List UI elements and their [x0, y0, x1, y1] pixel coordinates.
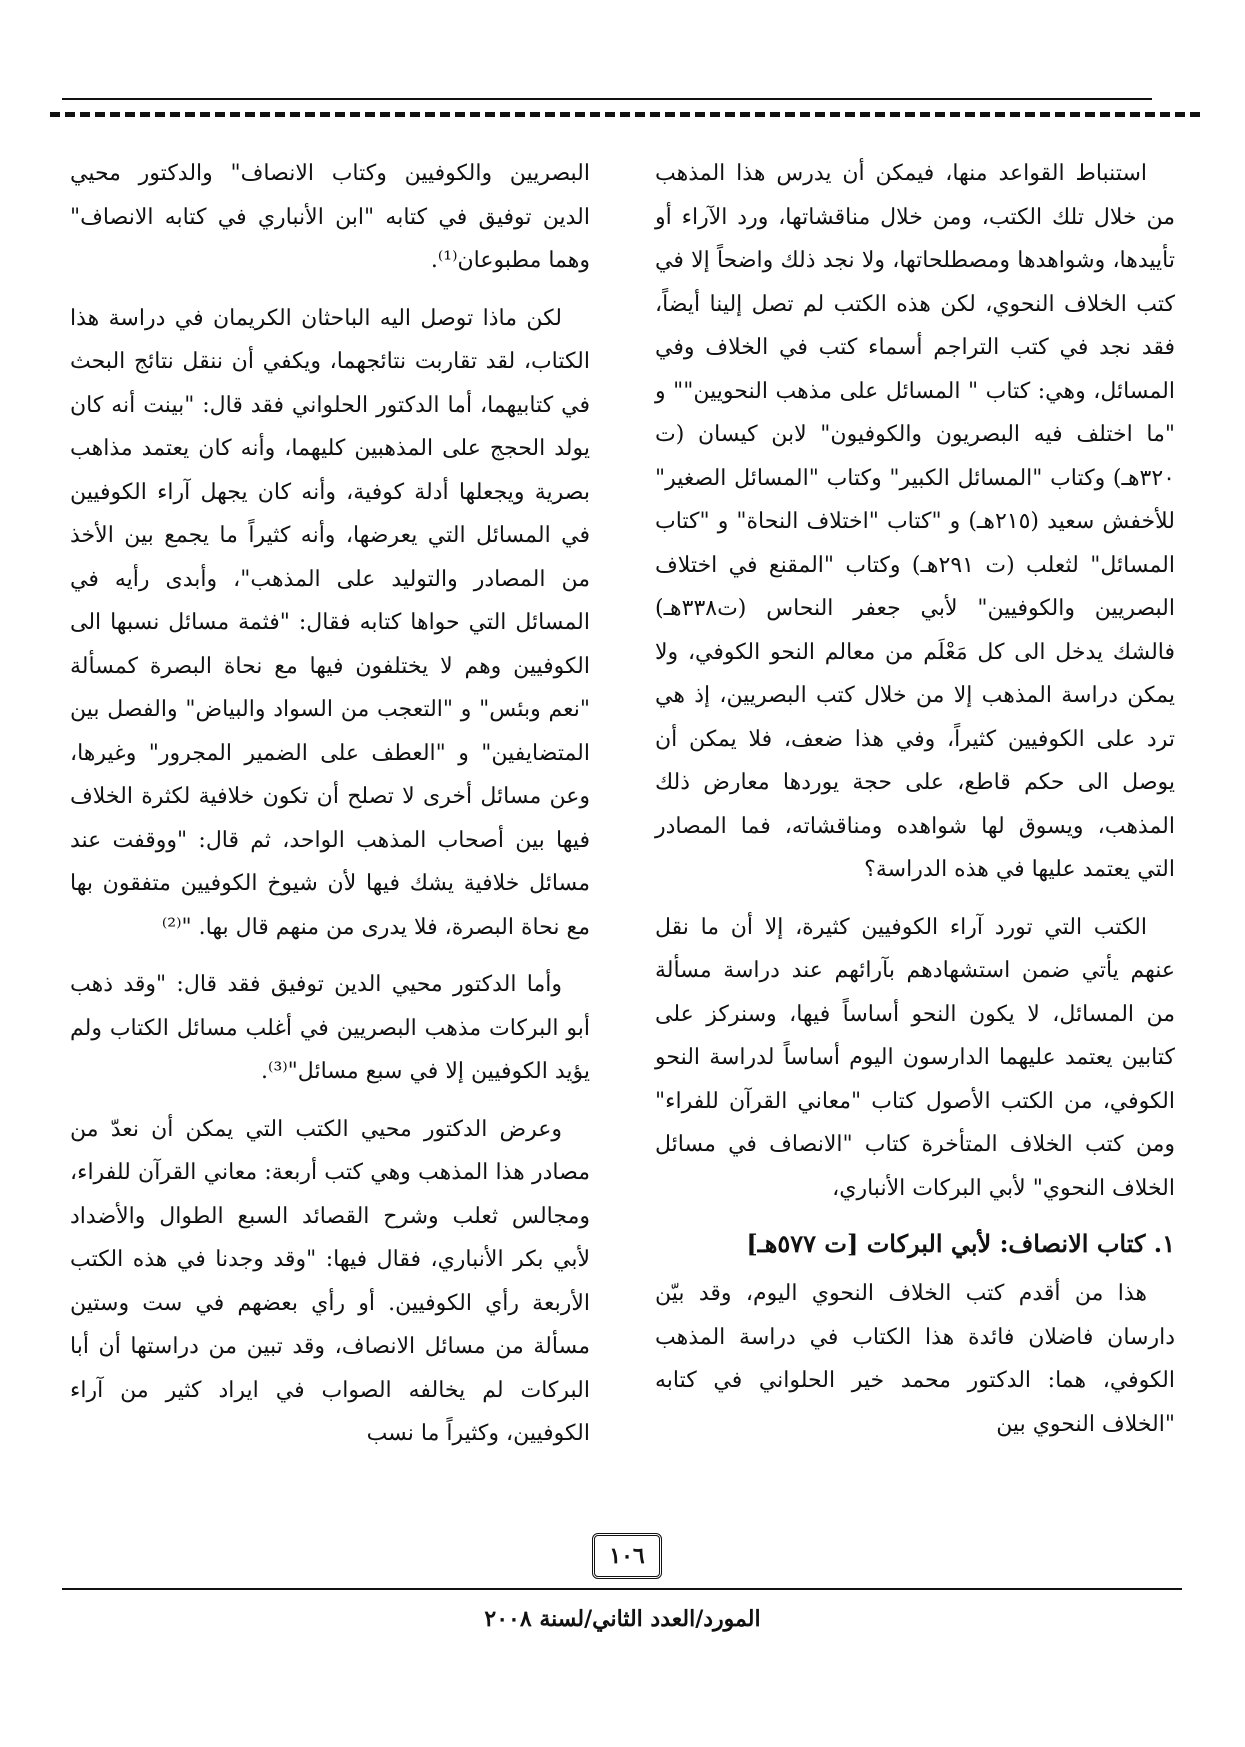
paragraph: لكن ماذا توصل اليه الباحثان الكريمان في دراسة هذا الكتاب، لقد تقاربت نتائجهما، ويكفي أن ننقل نتائج البحث في كتابيهما، أما الدكتور الحلواني فقد قال: "بينت أنه كان يولد الحجج على المذهبين كليهما، وأنه كان يعتمد مذاهب بصرية ويجعلها أدلة كوفية، وأنه كان يجهل آراء الكوفيين في المسائل التي يعرضها، وأنه كثيراً ما يجمع بين الأخذ من المصادر والتوليد على المذهب"، وأبدى رأيه في المسائل التي حواها كتابه فقال: "فثمة مسائل نسبها الى الكوفيين وهم لا يختلفون فيها مع نحاة البصرة كمسألة "نعم وبئس" و "التعجب من السواد والبياض" والفصل بين المتضايفين" و "العطف على الضمير المجرور" وغيرها، وعن مسائل أخرى لا تصلح أن تكون خلافية لكثرة الخلاف فيها بين أصحاب المذهب الواحد، ثم قال: "ووقفت عند مسائل خلافية يشك فيها لأن شيوخ الكوفيين متفقون بها مع نحاة البصرة، فلا يدرى من منهم قال بها. "⁽²⁾: [70, 305, 590, 940]
paragraph: وعرض الدكتور محيي الكتب التي يمكن أن نعدّ من مصادر هذا المذهب وهي كتب أربعة: معاني القرآن للفراء، ومجالس ثعلب وشرح القصائد السبع الطوال والأضداد لأبي بكر الأنباري، فقال فيها: "وقد وجدنا في هذه الكتب الأربعة رأي الكوفيين. أو رأي بعضهم في ست وستين مسألة من مسائل الانصاف، وقد تبين من دراستها أن أبا البركات لم يخالفه الصواب في ايراد كثير من آراء الكوفيين، وكثيراً ما نسب: [70, 1116, 590, 1446]
column-right: [655, 152, 1175, 1460]
page-number: ١٠٦: [592, 1533, 662, 1579]
column-left: [70, 152, 590, 1470]
paragraph: الكتب التي تورد آراء الكوفيين كثيرة، إلا أن ما نقل عنهم يأتي ضمن استشهادهم بآرائهم عند دراسة مسألة من المسائل، لا يكون النحو أساساً فيها، وسنركز على كتابين يعتمد عليهما الدارسون اليوم أساساً لدراسة النحو الكوفي، من الكتب الأصول كتاب "معاني القرآن للفراء" ومن كتب الخلاف المتأخرة كتاب "الانصاف في مسائل الخلاف النحوي" لأبي البركات الأنباري،: [655, 914, 1175, 1201]
journal-footer: المورد/العدد الثاني/لسنة ٢٠٠٨: [484, 1606, 761, 1632]
footer-rule: [62, 1588, 1182, 1590]
paragraph: استنباط القواعد منها، فيمكن أن يدرس هذا المذهب من خلال تلك الكتب، ومن خلال مناقشاتها، ورد الآراء أو تأييدها، وشواهدها ومصطلحاتها، ولا نجد ذلك واضحاً إلا في كتب الخلاف النحوي، لكن هذه الكتب لم تصل إلينا أيضاً، فقد نجد في كتب التراجم أسماء كتب في الخلاف وفي المسائل، وهي: كتاب " المسائل على مذهب النحويين"" و "ما اختلف فيه البصريون والكوفيون" لابن كيسان (ت ٣٢٠هـ) وكتاب "المسائل الكبير" وكتاب "المسائل الصغير" للأخفش سعيد (٢١٥هـ) و "كتاب "اختلاف النحاة" و "كتاب المسائل" لثعلب (ت ٢٩١هـ) وكتاب "المقنع في اختلاف البصريين والكوفيين" لأبي جعفر النحاس (ت٣٣٨هـ) فالشك يدخل الى كل مَعْلَم من معالم النحو الكوفي، ولا يمكن دراسة المذهب إلا من خلال كتب البصريين، إذ هي ترد على الكوفيين كثيراً، وفي هذا ضعف، فلا يمكن أن يوصل الى حكم قاطع، على حجة يوردها معارض ذلك المذهب، ويسوق لها شواهده ومناقشاته، فما المصادر التي يعتمد عليها في هذه الدراسة؟: [655, 161, 1175, 882]
section-heading: ١. كتاب الانصاف: لأبي البركات [ت ٥٧٧هـ]: [746, 1229, 1175, 1258]
header-dashed-rule: [50, 112, 1200, 117]
paragraph: البصريين والكوفيين وكتاب الانصاف" والدكتور محيي الدين توفيق في كتابه "ابن الأنباري في كتابه الانصاف" وهما مطبوعان⁽¹⁾.: [70, 161, 590, 273]
paragraph: وأما الدكتور محيي الدين توفيق فقد قال: "وقد ذهب أبو البركات مذهب البصريين في أغلب مسائل الكتاب ولم يؤيد الكوفيين إلا في سبع مسائل"⁽³⁾.: [70, 972, 590, 1084]
paragraph: هذا من أقدم كتب الخلاف النحوي اليوم، وقد بيّن دارسان فاضلان فائدة هذا الكتاب في دراسة المذهب الكوفي، هما: الدكتور محمد خير الحلواني في كتابه "الخلاف النحوي بين: [655, 1281, 1175, 1437]
header-rule: [62, 98, 1152, 100]
